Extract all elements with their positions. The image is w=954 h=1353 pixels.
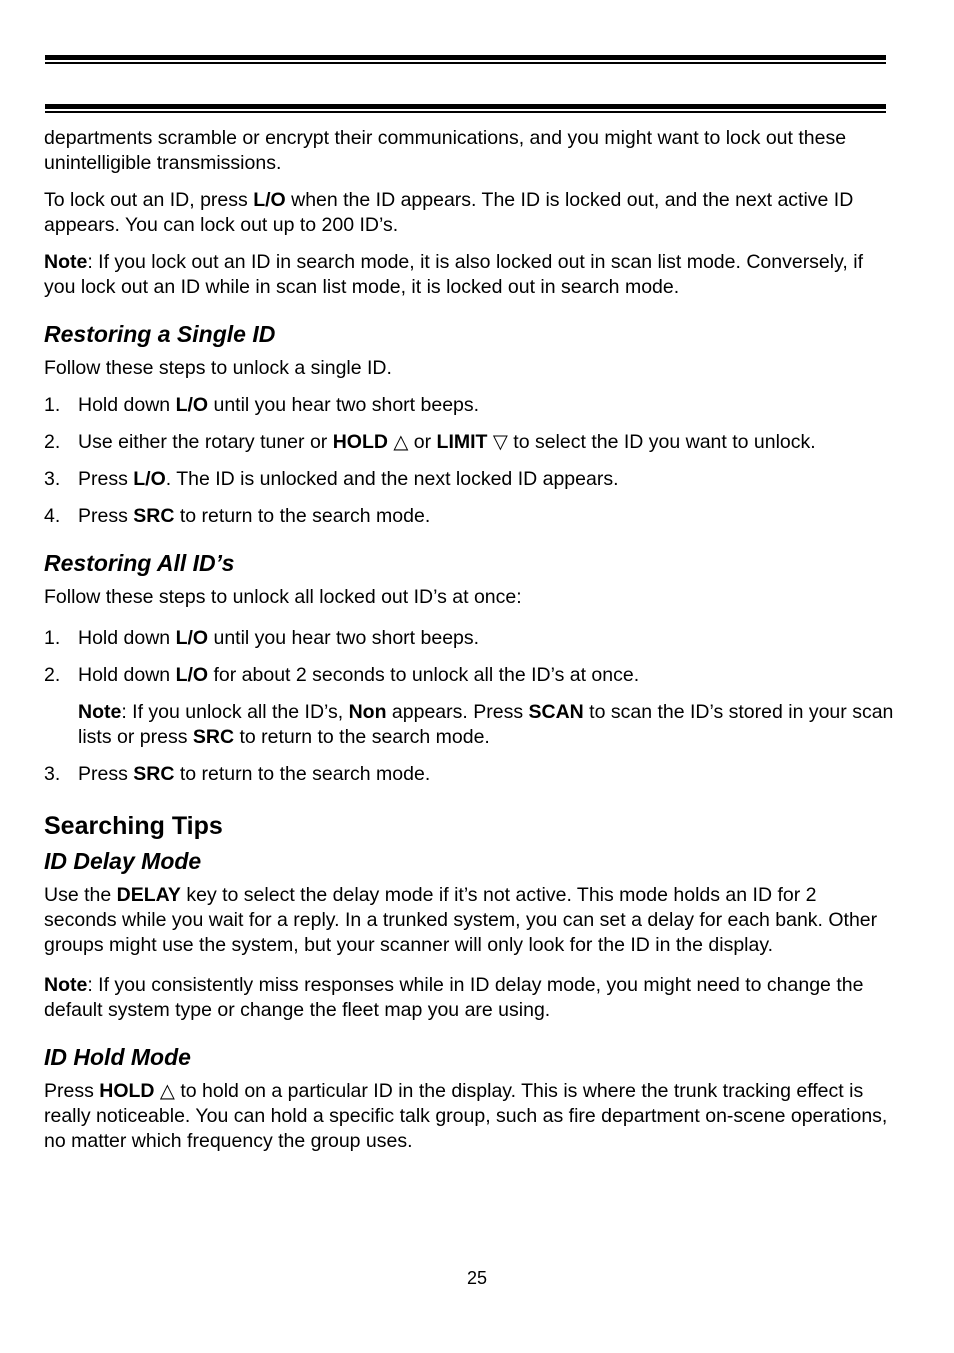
- id-hold-heading: ID Hold Mode: [44, 1044, 191, 1070]
- list-item: 1. Hold down L/O until you hear two short beeps.: [44, 394, 480, 416]
- list-item: 3. Press L/O. The ID is unlocked and the next locked ID appears.: [44, 468, 619, 490]
- id-delay-heading: ID Delay Mode: [44, 848, 202, 874]
- id-delay-paragraph: Use the DELAY key to select the delay mode if it’s not active. This mode holds an ID for 2 seconds while you wait for a reply. In a trunked system, you can set a delay for each bank. Other groups might use the system, but your scanner will only look for the ID in the display.: [44, 884, 878, 956]
- restoring-single-intro: Follow these steps to unlock a single ID.: [44, 357, 392, 379]
- list-item: 2. Hold down L/O for about 2 seconds to unlock all the ID’s at once. Note: If you unlock all the ID’s, Non appears. Press SCAN to scan the ID’s stored in your scan lists or press SRC to return to the search mode.: [44, 664, 894, 748]
- lockout-note: Note: If you lock out an ID in search mode, it is also locked out in scan list mode. Conversely, if you lock out an ID while in scan list mode, it is locked out in search mode.: [44, 251, 864, 298]
- restoring-all-intro: Follow these steps to unlock all locked out ID’s at once:: [44, 586, 522, 608]
- header-rule-top: [45, 55, 886, 64]
- list-item: 1. Hold down L/O until you hear two short beeps.: [44, 627, 480, 649]
- list-item: 4. Press SRC to return to the search mode.: [44, 505, 431, 527]
- restoring-all-steps: [44, 626, 894, 787]
- list-item: 2. Use either the rotary tuner or HOLD △ or LIMIT ▽ to select the ID you want to unlock.: [44, 431, 816, 453]
- lockout-paragraph: To lock out an ID, press L/O when the ID appears. The ID is locked out, and the next active ID appears. You can lock out up to 200 ID’s.: [44, 189, 854, 236]
- unlock-all-note: Note: If you unlock all the ID’s, Non appears. Press SCAN to scan the ID’s stored in your scan lists or press SRC to return to the search mode.: [78, 701, 894, 748]
- intro-paragraph: departments scramble or encrypt their communications, and you might want to lock out these unintelligible transmissions.: [44, 127, 847, 174]
- page-number: 25: [466, 1268, 488, 1288]
- header-rule-bottom: [45, 104, 886, 113]
- list-item: 3. Press SRC to return to the search mode.: [44, 763, 431, 785]
- id-hold-paragraph: Press HOLD △ to hold on a particular ID in the display. This is where the trunk tracking effect is really noticeable. You can hold a specific talk group, such as fire department on-scene operations, no matter which frequency the group uses.: [44, 1080, 888, 1152]
- restoring-all-heading: Restoring All ID’s: [44, 550, 235, 576]
- searching-tips-heading: Searching Tips: [44, 812, 223, 840]
- id-delay-note: Note: If you consistently miss responses while in ID delay mode, you might need to change the default system type or change the fleet map you are using.: [44, 974, 864, 1021]
- restoring-single-steps: [44, 393, 894, 529]
- restoring-single-heading: Restoring a Single ID: [44, 321, 276, 347]
- page-content: [44, 126, 894, 1166]
